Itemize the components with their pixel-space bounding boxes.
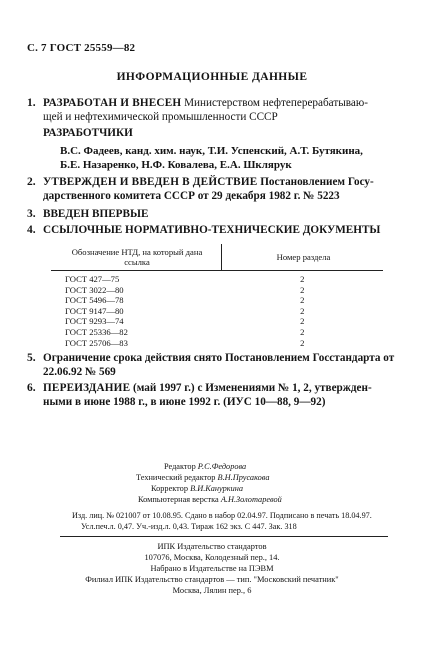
section-number: 4. [27, 224, 36, 236]
publisher-line: Филиал ИПК Издательство стандартов — тип. "Московский печатник" [85, 575, 339, 584]
table-header-row [51, 244, 383, 271]
table-row [51, 327, 383, 338]
section-text: (май 1997 г.) с Изменениями № 1, 2, утвержден- [133, 382, 372, 394]
publisher-line: Набрано в Издательстве на ПЭВМ [150, 564, 274, 573]
section-number: 2. [27, 176, 36, 188]
reference-table [51, 244, 383, 348]
divider [60, 536, 388, 537]
credit-corrector [151, 483, 243, 494]
section-text: дарственного комитета СССР от 29 декабря 1982 г. № 5223 [43, 190, 340, 202]
credit-name: Р.С.Федорова [197, 462, 247, 471]
cell-section: 2 [300, 316, 305, 327]
table-row [51, 306, 383, 317]
table-row [51, 338, 383, 349]
section-text: щей и нефтехимической промышленности СССР [43, 111, 278, 123]
section-text: ными в июне 1988 г., в июне 1992 г. (ИУС 10—88, 9—92) [43, 396, 326, 408]
credit-label: Редактор [164, 462, 196, 471]
section-text: Ограничение срока действия снято Постановлением Госстандарта от [43, 352, 395, 364]
credit-layout [138, 494, 282, 505]
developers-heading: РАЗРАБОТЧИКИ [43, 127, 133, 139]
publisher-line: ИПК Издательство стандартов [157, 542, 267, 551]
credit-name: А.Н.Золотаревой [220, 495, 282, 504]
section-text: Постановлением Госу- [260, 176, 374, 188]
cell-section: 2 [300, 326, 305, 337]
cell-section: 2 [300, 274, 305, 284]
credit-name: В.И.Кануркина [190, 484, 244, 493]
column-header-text: ссылка [124, 257, 150, 267]
section-heading: ССЫЛОЧНЫЕ НОРМАТИВНО-ТЕХНИЧЕСКИЕ ДОКУМЕНТЫ [43, 224, 381, 236]
column-header-section: Номер раздела [222, 244, 384, 271]
credit-label: Компьютерная верстка [138, 495, 219, 504]
credit-name: В.Н.Прусакова [217, 473, 270, 482]
cell-document: ГОСТ 9147—80 [65, 305, 124, 316]
section-text: 22.06.92 № 569 [43, 366, 116, 378]
section-number: 1. [27, 97, 36, 109]
cell-document: ГОСТ 427—75 [65, 274, 120, 284]
cell-section: 2 [300, 284, 305, 295]
cell-section: 2 [300, 295, 305, 306]
publisher-line: Москва, Лялин пер., 6 [172, 586, 252, 595]
credit-tech-editor [136, 472, 269, 483]
section-line [43, 96, 368, 110]
section-number: 5. [27, 352, 36, 364]
page-label: С. 7 ГОСТ 25559—82 [27, 42, 136, 54]
section-heading: УТВЕРЖДЕН И ВВЕДЕН В ДЕЙСТВИЕ [43, 176, 258, 188]
cell-section: 2 [300, 305, 305, 316]
section-line [43, 381, 372, 395]
section-number: 3. [27, 208, 36, 220]
cell-section: 2 [300, 337, 305, 348]
table-row [51, 316, 383, 327]
section-text: Министерством нефтеперерабатываю- [184, 97, 368, 109]
cell-document: ГОСТ 3022—80 [65, 284, 124, 295]
table-row [51, 271, 383, 285]
section-line [43, 175, 374, 189]
cell-document: ГОСТ 25706—83 [65, 337, 128, 348]
section-number: 6. [27, 382, 36, 394]
column-header-text: Обозначение НТД, на который дана [71, 247, 203, 257]
imprint-line: Усл.печ.л. 0,47. Уч.-изд.л. 0,43. Тираж 162 экз. С 447. Зак. 318 [81, 522, 297, 531]
table-row [51, 285, 383, 296]
section-heading: ПЕРЕИЗДАНИЕ [43, 382, 131, 394]
credit-editor [164, 461, 246, 472]
authors-line: Б.Е. Назаренко, Н.Ф. Ковалева, Е.А. Шклярук [60, 159, 292, 171]
column-header-document [51, 244, 222, 271]
page-title: ИНФОРМАЦИОННЫЕ ДАННЫЕ [116, 71, 308, 83]
authors-line: В.С. Фадеев, канд. хим. наук, Т.И. Успенский, А.Т. Бутякина, [60, 145, 363, 157]
section-heading: ВВЕДЕН ВПЕРВЫЕ [43, 208, 149, 220]
table-row [51, 295, 383, 306]
imprint-line: Изд. лиц. № 021007 от 10.08.95. Сдано в набор 02.04.97. Подписано в печать 18.04.97. [72, 511, 372, 520]
publisher-line: 107076, Москва, Колодезный пер., 14. [144, 553, 280, 562]
cell-document: ГОСТ 25336—82 [65, 326, 128, 337]
cell-document: ГОСТ 9293—74 [65, 316, 124, 327]
cell-document: ГОСТ 5496—78 [65, 295, 124, 306]
section-heading: РАЗРАБОТАН И ВНЕСЕН [43, 97, 182, 109]
credit-label: Корректор [151, 484, 188, 493]
credit-label: Технический редактор [136, 473, 216, 482]
